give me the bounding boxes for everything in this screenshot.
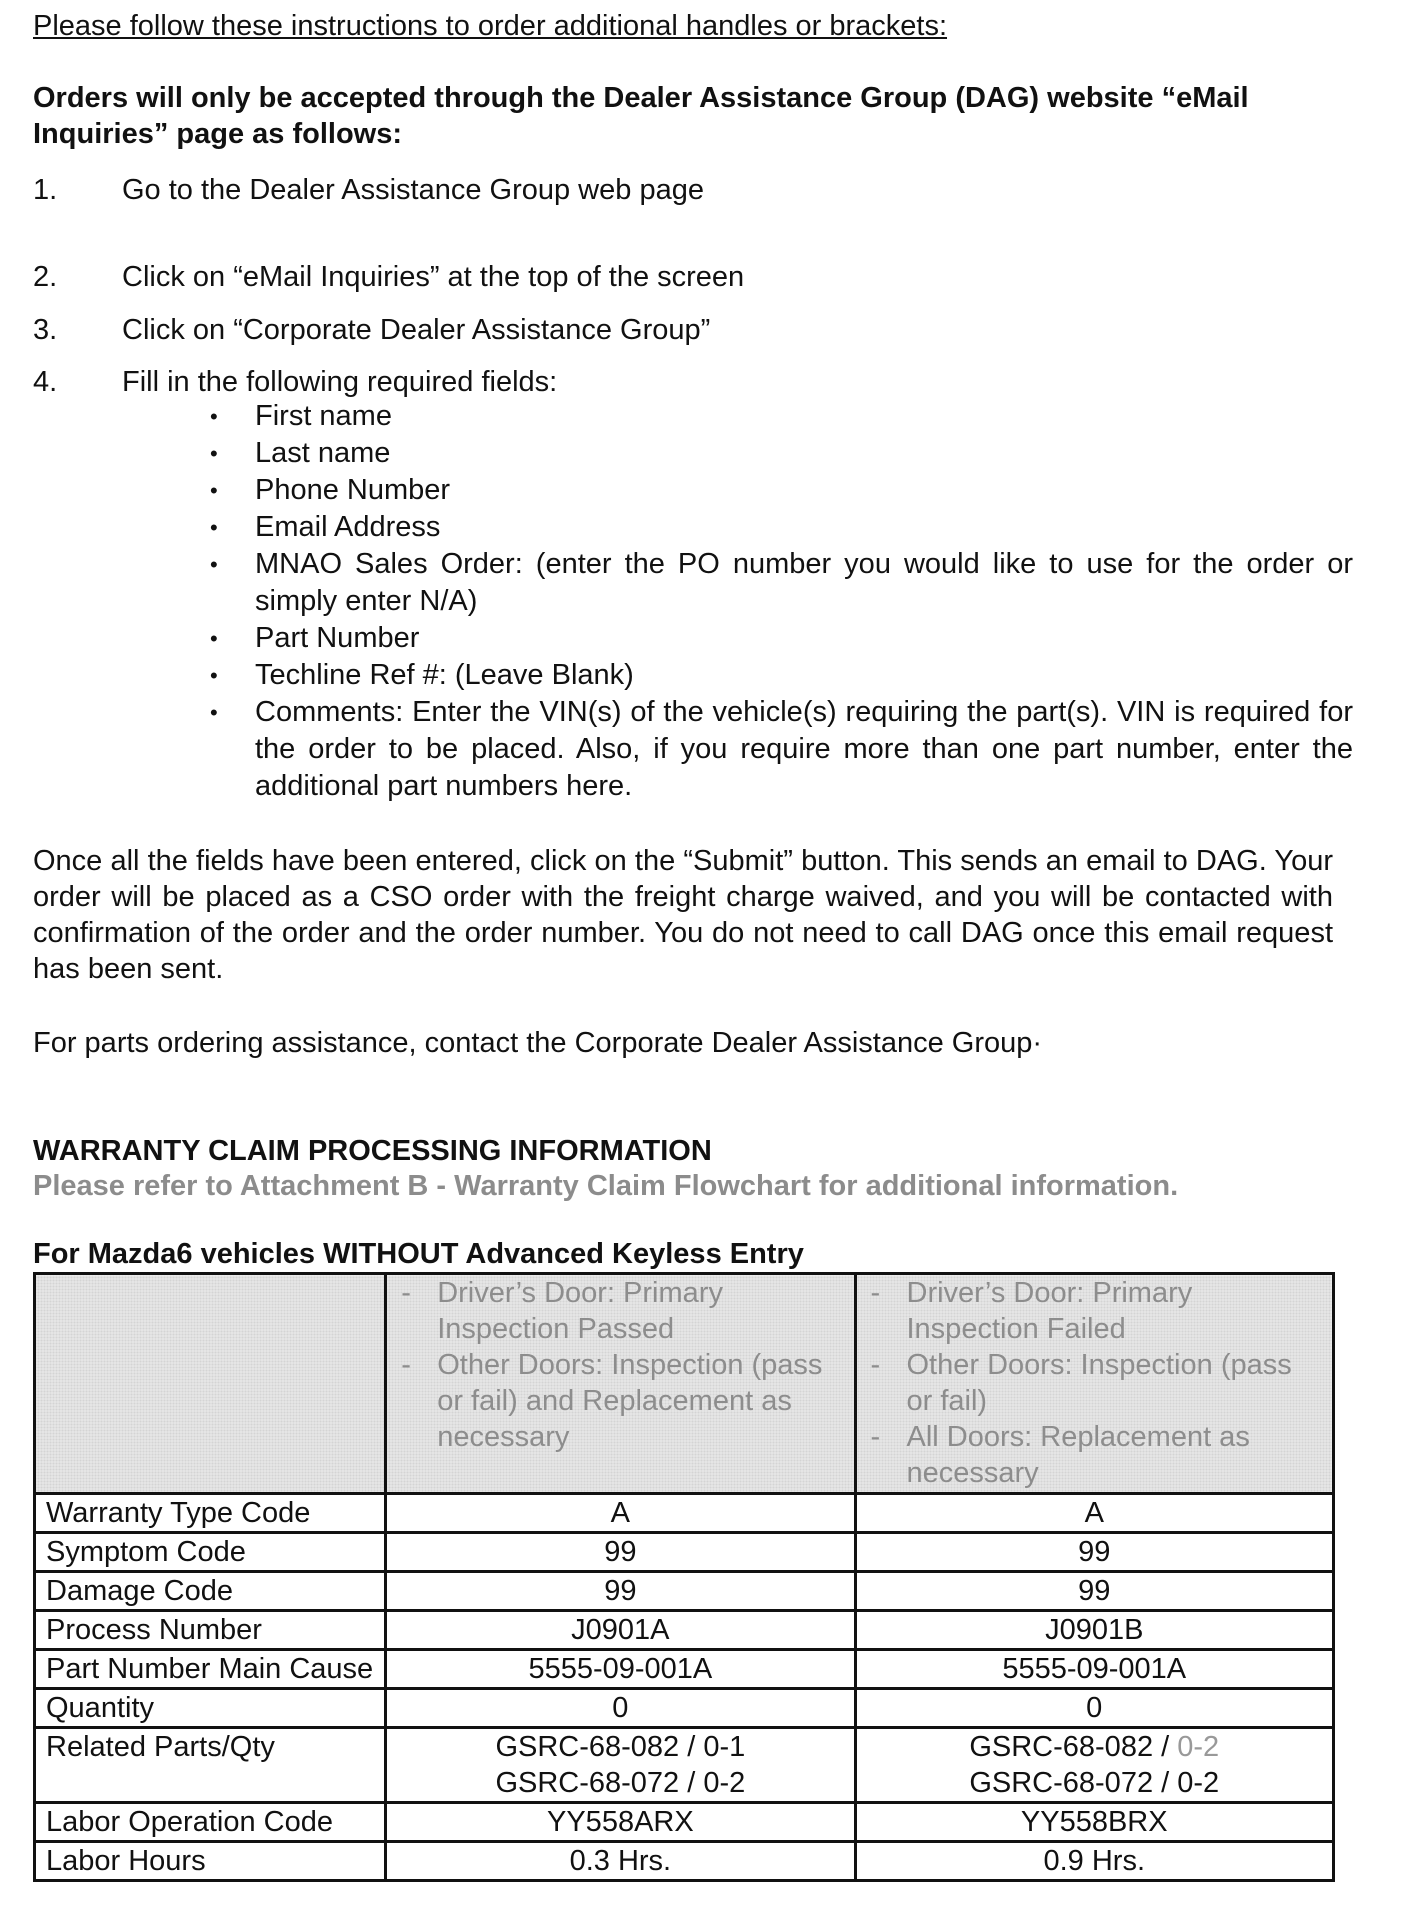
list-item: - Driver’s Door: Primary Inspection Failed xyxy=(870,1277,1193,1345)
cell-value: J0901B xyxy=(855,1611,1334,1650)
list-item xyxy=(173,398,1353,435)
bullet-icon: • xyxy=(210,552,218,577)
table-row xyxy=(35,1842,1334,1881)
table-row xyxy=(35,1494,1334,1533)
row-label: Labor Operation Code xyxy=(35,1803,386,1842)
related-part-line: GSRC-68-082 / 0-1 xyxy=(495,1731,746,1763)
step-text: Fill in the following required fields: xyxy=(122,366,558,398)
list-item: - Other Doors: Inspection (pass or fail) and Replacement as necessary xyxy=(401,1349,823,1453)
list-item xyxy=(173,620,1353,657)
related-part-line: GSRC-68-072 / 0-2 xyxy=(495,1767,746,1799)
header-blank-cell xyxy=(35,1274,386,1494)
cell-value: 0 xyxy=(386,1689,855,1728)
bullet-icon: • xyxy=(210,663,218,688)
row-label: Symptom Code xyxy=(35,1533,386,1572)
cell-value: 99 xyxy=(386,1533,855,1572)
list-item: - Driver’s Door: Primary Inspection Passed xyxy=(401,1277,723,1345)
bullet-icon: • xyxy=(210,515,218,540)
cell-value: A xyxy=(386,1494,855,1533)
field-name: Email Address xyxy=(255,511,441,543)
table-row xyxy=(35,1572,1334,1611)
step-number: 3. xyxy=(33,314,58,346)
warranty-claim-table xyxy=(33,1272,1335,1882)
cell-value: YY558ARX xyxy=(386,1803,855,1842)
cell-value: J0901A xyxy=(386,1611,855,1650)
cell-value xyxy=(855,1728,1334,1803)
field-name: Techline Ref #: (Leave Blank) xyxy=(255,659,634,691)
row-label: Damage Code xyxy=(35,1572,386,1611)
table-row xyxy=(35,1689,1334,1728)
bullet-icon: • xyxy=(210,404,218,429)
bullet-icon: • xyxy=(210,626,218,651)
related-part-line: GSRC-68-072 / 0-2 xyxy=(969,1767,1220,1799)
step-text: Click on “Corporate Dealer Assistance Group” xyxy=(122,314,711,346)
row-label: Part Number Main Cause xyxy=(35,1650,386,1689)
field-name: Part Number xyxy=(255,622,420,654)
bullet-icon: • xyxy=(210,478,218,503)
step-text: Click on “eMail Inquiries” at the top of the screen xyxy=(122,261,745,293)
table-row xyxy=(35,1533,1334,1572)
required-fields-list xyxy=(173,398,1353,805)
cell-value: 5555-09-001A xyxy=(386,1650,855,1689)
bullet-icon: • xyxy=(210,441,218,466)
warranty-heading: WARRANTY CLAIM PROCESSING INFORMATION xyxy=(33,1135,712,1167)
list-item xyxy=(173,546,1353,620)
cell-value: 99 xyxy=(386,1572,855,1611)
table-header-row xyxy=(35,1274,1334,1494)
cell-value: 0.3 Hrs. xyxy=(386,1842,855,1881)
table-row xyxy=(35,1650,1334,1689)
field-name: Last name xyxy=(255,437,391,469)
step-number: 1. xyxy=(33,174,58,206)
related-part-line: GSRC-68-082 / 0-2 xyxy=(969,1731,1220,1763)
header-inspection-failed xyxy=(855,1274,1334,1494)
table-row xyxy=(35,1728,1334,1803)
cell-value xyxy=(386,1728,855,1803)
table-caption: For Mazda6 vehicles WITHOUT Advanced Keyless Entry xyxy=(33,1238,804,1270)
warranty-reference: Please refer to Attachment B - Warranty Claim Flowchart for additional information. xyxy=(33,1170,1179,1202)
submit-paragraph: Once all the fields have been entered, click on the “Submit” button. This sends an email to DAG. Your order will be placed as a CSO order with the freight charge waived, and you will be contacted with confirmation of the order and the order number. You do not need to call DAG once this email request has been sent. xyxy=(33,845,1333,985)
orders-heading: Orders will only be accepted through the Dealer Assistance Group (DAG) website “eMail Inquiries” page as follows: xyxy=(33,82,1249,150)
cell-value: 99 xyxy=(855,1533,1334,1572)
list-item xyxy=(173,472,1353,509)
assistance-text: For parts ordering assistance, contact the Corporate Dealer Assistance Group· xyxy=(33,1027,1043,1059)
cell-value: A xyxy=(855,1494,1334,1533)
row-label: Quantity xyxy=(35,1689,386,1728)
row-label: Warranty Type Code xyxy=(35,1494,386,1533)
step-number: 2. xyxy=(33,261,58,293)
table-row xyxy=(35,1803,1334,1842)
table-row xyxy=(35,1611,1334,1650)
intro-text: Please follow these instructions to order additional handles or brackets: xyxy=(33,10,948,42)
header-inspection-passed xyxy=(386,1274,855,1494)
field-name: Comments: Enter the VIN(s) of the vehicle(s) requiring the part(s). VIN is required for the order to be placed. Also, if you require more than one part number, enter the additional part numbers here. xyxy=(255,696,1353,802)
row-label: Labor Hours xyxy=(35,1842,386,1881)
list-item xyxy=(173,694,1353,805)
step-number: 4. xyxy=(33,366,58,398)
row-label: Process Number xyxy=(35,1611,386,1650)
step-text: Go to the Dealer Assistance Group web page xyxy=(122,174,704,206)
field-name: MNAO Sales Order: (enter the PO number you would like to use for the order or simply enter N/A) xyxy=(255,548,1353,617)
field-name: Phone Number xyxy=(255,474,451,506)
bullet-icon: • xyxy=(210,700,218,725)
list-item: - Other Doors: Inspection (pass or fail) xyxy=(870,1349,1292,1417)
list-item xyxy=(173,435,1353,472)
cell-value: 0.9 Hrs. xyxy=(855,1842,1334,1881)
cell-value: 5555-09-001A xyxy=(855,1650,1334,1689)
cell-value: 99 xyxy=(855,1572,1334,1611)
list-item xyxy=(173,657,1353,694)
row-label: Related Parts/Qty xyxy=(35,1728,386,1803)
cell-value: 0 xyxy=(855,1689,1334,1728)
list-item: - All Doors: Replacement as necessary xyxy=(870,1421,1250,1489)
field-name: First name xyxy=(255,400,392,432)
list-item xyxy=(173,509,1353,546)
cell-value: YY558BRX xyxy=(855,1803,1334,1842)
